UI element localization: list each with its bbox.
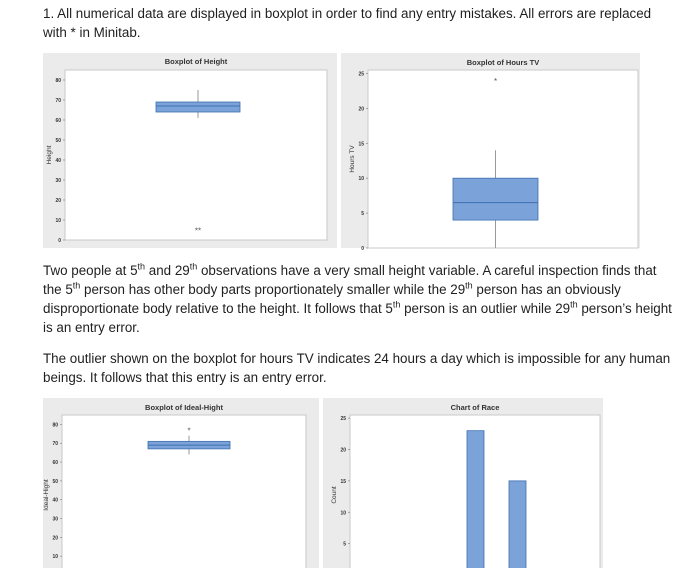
chart-title: Boxplot of Ideal-Hight bbox=[145, 403, 223, 412]
y-tick-label: 25 bbox=[340, 416, 346, 423]
y-tick-label: 5 bbox=[361, 211, 364, 218]
outlier-marker: ** bbox=[194, 226, 202, 236]
plot-area bbox=[62, 415, 306, 568]
y-tick-label: 70 bbox=[52, 441, 58, 448]
chart-title: Boxplot of Height bbox=[164, 57, 228, 66]
boxplot-idealhight-chart bbox=[43, 398, 319, 568]
height-text-4: person has other body parts proportionately smaller while the 29 bbox=[80, 282, 466, 297]
y-tick-label: 40 bbox=[52, 497, 58, 504]
height-sup-4: th bbox=[465, 280, 473, 291]
y-tick-label: 10 bbox=[358, 176, 364, 183]
boxplot-idealhight-figure bbox=[43, 398, 319, 568]
y-axis-label: Height bbox=[46, 145, 53, 165]
height-sup-3: th bbox=[72, 280, 81, 291]
height-text-7: person’s height is an entry error. bbox=[43, 301, 672, 335]
y-tick-label: 10 bbox=[340, 510, 346, 517]
chart-race-figure bbox=[323, 398, 603, 568]
y-tick-label: 10 bbox=[52, 554, 58, 561]
y-tick-label: 60 bbox=[55, 118, 61, 124]
y-tick-label: 20 bbox=[358, 106, 364, 113]
chart-title: Chart of Race bbox=[450, 403, 500, 412]
intro-text: All numerical data are displayed in boxplot in order to find any entry mistakes. All errors are replaced with * in Minitab. bbox=[43, 6, 652, 40]
tv-paragraph bbox=[43, 349, 673, 387]
y-tick-label: 10 bbox=[55, 218, 61, 224]
y-tick-label: 15 bbox=[340, 478, 346, 485]
y-tick-label: 50 bbox=[52, 478, 58, 485]
height-sup-2: th bbox=[189, 261, 198, 272]
intro-number: 1. bbox=[43, 6, 55, 21]
y-tick-label: 30 bbox=[55, 178, 61, 184]
boxplot-height-figure bbox=[43, 53, 337, 248]
y-tick-label: 15 bbox=[358, 141, 364, 148]
y-tick-label: 50 bbox=[55, 138, 61, 144]
height-sup-1: th bbox=[137, 261, 146, 272]
y-axis-label: Count bbox=[331, 486, 338, 504]
height-text-6: person is an outlier while 29 bbox=[400, 301, 571, 316]
outlier-marker: * bbox=[493, 76, 498, 86]
y-tick-label: 0 bbox=[58, 238, 61, 244]
height-text-2: and 29 bbox=[145, 263, 190, 278]
y-tick-label: 20 bbox=[55, 198, 61, 204]
chart-race-chart bbox=[323, 398, 603, 568]
intro-paragraph bbox=[43, 4, 673, 42]
chart-title: Boxplot of Hours TV bbox=[466, 58, 540, 67]
height-sup-6: th bbox=[570, 299, 578, 310]
tv-text: The outlier shown on the boxplot for hours TV indicates 24 hours a day which is impossible for any human beings. It follows that this entry is an entry error. bbox=[43, 351, 671, 385]
y-tick-label: 40 bbox=[55, 158, 61, 164]
iqr-box bbox=[453, 178, 538, 220]
y-tick-label: 80 bbox=[52, 422, 58, 429]
y-tick-label: 60 bbox=[52, 460, 58, 467]
y-tick-label: 80 bbox=[55, 78, 61, 84]
y-axis-label: Ideal-Hight bbox=[43, 479, 50, 511]
y-tick-label: 30 bbox=[52, 516, 58, 523]
height-paragraph bbox=[43, 261, 673, 337]
race-bar bbox=[467, 431, 484, 568]
y-tick-label: 20 bbox=[52, 535, 58, 542]
y-tick-label: 5 bbox=[343, 541, 346, 548]
plot-area bbox=[368, 70, 638, 248]
y-tick-label: 0 bbox=[361, 246, 364, 252]
y-tick-label: 20 bbox=[340, 447, 346, 454]
height-sup-5: th bbox=[392, 299, 401, 310]
plot-area bbox=[65, 70, 327, 240]
height-text-5: person has an obviously disproportionate body relative to the height. It follows that 5 bbox=[43, 282, 621, 316]
y-tick-label: 25 bbox=[358, 71, 364, 78]
boxplot-hourstv-chart bbox=[341, 53, 640, 252]
iqr-box bbox=[156, 102, 240, 112]
race-bar bbox=[509, 481, 526, 568]
height-text-1: Two people at 5 bbox=[43, 263, 138, 278]
boxplot-height-chart bbox=[43, 53, 337, 248]
boxplot-hourstv-figure bbox=[341, 53, 640, 252]
height-text-3: observations have a very small height variable. A careful inspection finds that the 5 bbox=[43, 263, 657, 297]
y-tick-label: 70 bbox=[55, 98, 61, 104]
outlier-marker: * bbox=[187, 426, 191, 436]
y-axis-label: Hours TV bbox=[349, 145, 356, 173]
